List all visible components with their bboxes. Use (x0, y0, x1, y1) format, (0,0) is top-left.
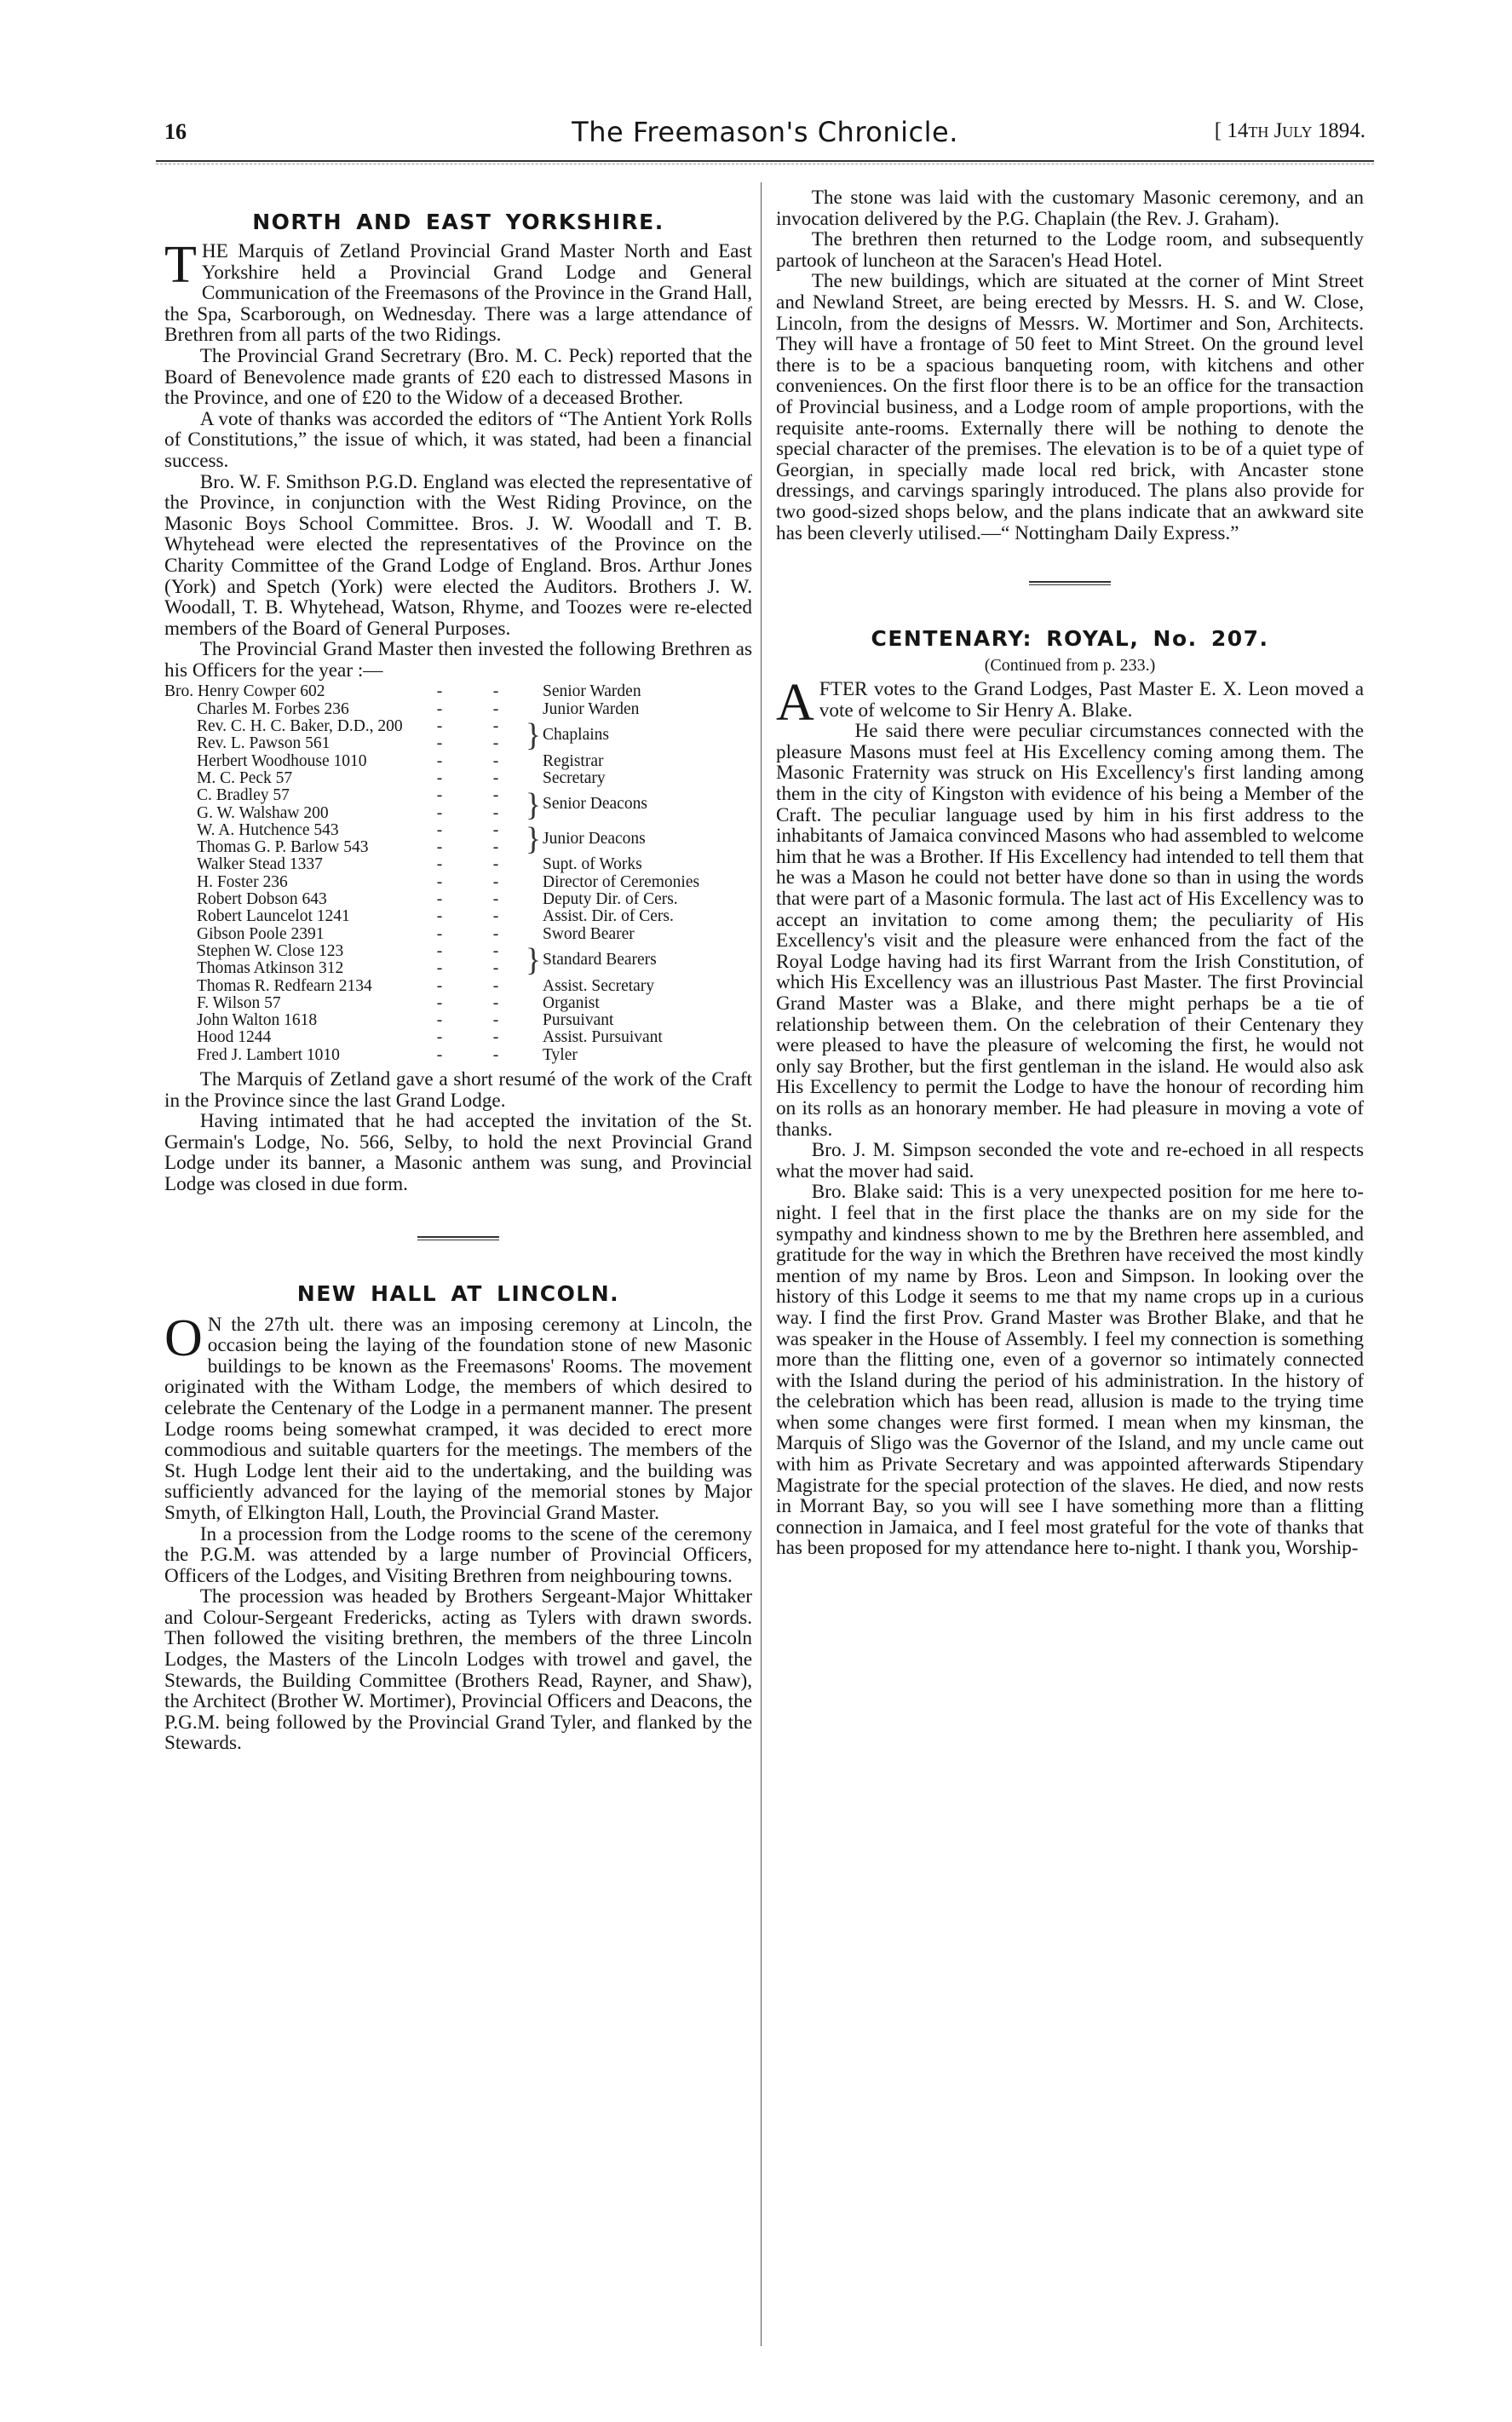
dropcap: O (164, 1309, 203, 1367)
officer-row (164, 1012, 752, 1029)
article-title-new-hall-lincoln: NEW HALL AT LINCOLN. (296, 1280, 620, 1306)
officer-name: Robert Launcelot 1241 (197, 907, 350, 926)
article-paragraph: The Marquis of Zetland gave a short resumé of the work of the Craft in the Province since the last Grand Lodge. (164, 1068, 752, 1112)
officer-row (164, 701, 752, 718)
article-paragraph: Bro. J. M. Simpson seconded the vote and re-echoed in all respects what the mover had said. (776, 1139, 1364, 1182)
officer-role: Assist. Secretary (543, 976, 655, 995)
officer-role: Standard Bearers (543, 951, 657, 969)
officer-row (164, 1029, 752, 1046)
officer-role: Senior Warden (543, 682, 641, 701)
officer-row (164, 908, 752, 925)
leader-dots: - - (436, 976, 499, 995)
officer-name: H. Foster 236 (197, 872, 288, 891)
leader-dots: - - (436, 855, 499, 874)
article-title-north-east-yorkshire: NORTH AND EAST YORKSHIRE. (252, 210, 664, 234)
spacer (524, 891, 543, 908)
leader-dots: - - (436, 682, 499, 701)
spacer (524, 978, 543, 995)
officer-role: Registrar (543, 751, 604, 770)
leader-dots: - - (436, 768, 499, 787)
officer-role: Assist. Dir. of Cers. (543, 907, 674, 926)
officer-row (164, 735, 524, 752)
officers-list (164, 683, 752, 1064)
article-paragraph: Having intimated that he had accepted the invitation of the St. Germain's Lodge, No. 566, Selby, to hold the next Provincial Grand Lodge under its banner, a Masonic anthem was sung, and Provincial Lodge was closed in due form. (164, 1110, 752, 1195)
officer-role: Junior Warden (543, 699, 640, 718)
officer-row (164, 822, 524, 839)
officer-role: Chaplains (543, 726, 609, 745)
officer-group-junior-deacons (164, 822, 752, 857)
officer-row (164, 995, 752, 1012)
leader-dots: - - (436, 1028, 499, 1047)
article-paragraph (164, 1309, 752, 1524)
officer-role: Assist. Pursuivant (543, 1028, 663, 1047)
page-header (164, 116, 1365, 158)
article-paragraph: The Provincial Grand Secretrary (Bro. M. C. Peck) reported that the Board of Benevolence made grants of £20 each to distressed Masons in the Province, and one of £20 to the Widow of a deceased Brother. (164, 344, 752, 410)
leader-dots: - - (436, 699, 499, 718)
spacer (524, 1047, 543, 1064)
dropcap: T (164, 236, 197, 294)
officer-row (164, 960, 524, 977)
officer-role: Pursuivant (543, 1011, 614, 1030)
officer-group-senior-deacons (164, 787, 752, 822)
brace-icon: } (525, 821, 542, 858)
article-paragraph: The brethren then returned to the Lodge room, and subsequently partook of luncheon at the Saracen's Head Hotel. (776, 228, 1364, 272)
spacer (524, 856, 543, 873)
leader-dots: - - (436, 838, 499, 857)
officer-role: Tyler (543, 1045, 578, 1064)
brace-icon: } (525, 786, 542, 823)
spacer (524, 1029, 543, 1046)
officer-role: Senior Deacons (543, 795, 647, 814)
leader-dots: - - (436, 941, 499, 960)
article-paragraph (164, 236, 752, 347)
spacer (524, 1012, 543, 1029)
officer-name: John Walton 1618 (197, 1011, 318, 1030)
leader-dots: - - (436, 993, 499, 1012)
officer-name: F. Wilson 57 (197, 993, 281, 1012)
spacer (524, 926, 543, 943)
date-year: 1894. (1317, 119, 1365, 142)
spacer (524, 908, 543, 925)
column-divider (761, 182, 762, 2346)
officer-name: Robert Dobson 643 (197, 890, 327, 909)
leader-dots: - - (436, 890, 499, 909)
leader-dots: - - (436, 924, 499, 943)
spacer (524, 874, 543, 891)
leader-dots: - - (436, 751, 499, 770)
article-paragraph: He said there were peculiar circumstances connected with the pleasure Masons must feel at His Excellency coming among them. The Masonic Fraternity was struck on His Excellency's first landing among them in the city of Kingston with evidence of his being a Member of the Craft. The peculiar language used by him in his first address to the inhabitants of Jamaica convinced Masons who had assembled to welcome him that he was a Brother. If His Excellency had intended to tell them that he was a Mason he could not better have done so than in using the words that were part of a Masonic formula. The last act of His Excellency was to accept an invitation to come among them; the peculiarity of His Excellency's visit and the pleasure were enhanced from the fact of the Royal Lodge having had its first Warrant from the Irish Constitution, of which His Excellency was an illustrious Past Master. The first Provincial Grand Master was a Blake, and there might perhaps be a tie of relationship between them. On the celebration of their Centenary they were pleased to have the pleasure of welcoming the first, he would not only say Brother, but the first gentleman in the island. He would also ask His Excellency to permit the Lodge to have the honour of recording him on its rolls as an honorary member. He had pleasure in moving a vote of thanks. (776, 720, 1364, 1141)
officer-name: Walker Stead 1337 (197, 855, 323, 874)
paragraph-text: N the 27th ult. there was an imposing ceremony at Lincoln, the occasion being the laying of the foundation stone of new Masonic buildings to be known as the Freemasons' Rooms. The movement originated with the Witham Lodge, the members of which desired to celebrate the Centenary of the Lodge in a permanent manner. The present Lodge rooms being somewhat cramped, it was decided to erect more commodious and suitable quarters for the meetings. The members of the St. Hugh Lodge lent their aid to the undertaking, and the building was sufficiently advanced for the laying of the memorial stones by Major Smyth, of Elkington Hall, Louth, the Provincial Grand Master. (164, 1313, 752, 1524)
officer-name: G. W. Walshaw 200 (197, 803, 329, 822)
brace-icon: } (525, 717, 542, 754)
leader-dots: - - (436, 959, 499, 978)
article-paragraph: A vote of thanks was accorded the editors of “The Antient York Rolls of Constitutions,” the issue of which, it was stated, had been a financial success. (164, 407, 752, 472)
article-paragraph: In a procession from the Lodge rooms to the scene of the ceremony the P.G.M. was attended by a large number of Provincial Officers, Officers of the Lodges, and Visiting Brethren from neighbouring towns. (164, 1522, 752, 1587)
spacer (524, 753, 543, 770)
spacer (524, 770, 543, 787)
spacer (524, 995, 543, 1012)
officer-name: Rev. C. H. C. Baker, D.D., 200 (197, 717, 403, 736)
article-paragraph (776, 674, 1364, 733)
officer-role: Sword Bearer (543, 924, 635, 943)
officer-name: C. Bradley 57 (197, 786, 290, 805)
leader-dots: - - (436, 820, 499, 839)
paragraph-text: HE Marquis of Zetland Provincial Grand Master North and East Yorkshire held a Provincial Grand Lodge and General Communication of the Freemasons of the Province in the Grand Hall, the Spa, Scarborough, on Wednesday. There was a large attendance of Brethren from all parts of the two Ridings. (164, 240, 752, 347)
leader-dots: - - (436, 872, 499, 891)
header-rule (156, 160, 1374, 164)
spacer (524, 683, 543, 700)
officer-role: Supt. of Works (543, 855, 642, 874)
leader-dots: - - (436, 1045, 499, 1064)
officer-name: M. C. Peck 57 (197, 768, 293, 787)
officer-name: Herbert Woodhouse 1010 (197, 751, 367, 770)
brace-icon: } (525, 942, 542, 979)
paragraph-text: FTER votes to the Grand Lodges, Past Master E. X. Leon moved a vote of welcome to Sir Henry A. Blake. (819, 678, 1364, 722)
officer-row (164, 839, 524, 856)
officer-row (164, 926, 752, 943)
date-bracket: [ (1214, 119, 1222, 142)
officer-row (164, 753, 752, 770)
article-paragraph: The new buildings, which are situated at the corner of Mint Street and Newland Street, are being erected by Messrs. H. S. and W. Close, Lincoln, from the designs of Messrs. W. Mortimer and Son, Architects. They will have a frontage of 50 feet to Mint Street. On the ground level there is to be a spacious banqueting room, with kitchens and other conveniences. On the first floor there is to be an office for the transaction of Provincial business, and a Lodge room of ample proportions, with the requisite ante-rooms. Externally there will be nothing to denote the special character of the premises. The elevation is to be of a quiet type of Georgian, in specially made local red brick, with Ancaster stone dressings, and carvings sparingly introduced. The plans also provide for two good-sized shops below, and the plans indicate that an awkward site has been cleverly utilised.—“ Nottingham Daily Express.” (776, 270, 1364, 544)
article-paragraph: The procession was headed by Brothers Sergeant-Major Whittaker and Colour-Sergeant Fredericks, acting as Tylers with drawn swords. Then followed the visiting brethren, the members of the three Lincoln Lodges, the Masters of the Lincoln Lodges with trowel and gavel, the Stewards, the Building Committee (Brothers Read, Rayner, and Shaw), the Architect (Brother W. Mortimer), Provincial Officers and Deacons, the P.G.M. being followed by the Provincial Grand Tyler, and flanked by the Stewards. (164, 1585, 752, 1755)
dropcap: A (776, 674, 814, 733)
officer-row (164, 805, 524, 822)
officer-name: Rev. L. Pawson 561 (197, 734, 331, 753)
officer-role: Director of Ceremonies (543, 872, 700, 891)
officer-role: Organist (543, 993, 600, 1012)
officer-row (164, 1047, 752, 1064)
officer-name: Thomas Atkinson 312 (197, 959, 344, 978)
officer-name: Bro. Henry Cowper 602 (164, 682, 325, 701)
article-paragraph: The Provincial Grand Master then invested the following Brethren as his Officers for the year :— (164, 638, 752, 682)
officer-row (164, 856, 752, 873)
left-column (164, 187, 752, 1754)
article-paragraph: Bro. Blake said: This is a very unexpected position for me here to-night. I feel that in the first place the thanks are on my side for the sympathy and kindness shown to me by the Brethren here assembled, and gratitude for the way in which the Brethren have received the most kindly mention of my name by Bros. Leon and Simpson. In looking over the history of this Lodge it seems to me that my name crops up in a curious way. I find the first Prov. Grand Master was Brother Blake, and that he was speaker in the House of Assembly. I feel my connection is something more than the flitting one, even of a governor so intimately connected with the Island during the period of his administration. In the history of the celebration which has been read, allusion is made to the trying time when some changes were first formed. I mean when my kinsman, the Marquis of Sligo was the Governor of the Island, and my uncle came out with him as Private Secretary and was appointed afterwards Stipendary Magistrate for the special protection of the slaves. He died, and now rests in Morrant Bay, so you will see I have something more than a flitting connection in Jamaica, and I feel most grateful for the vote of thanks that has been proposed for my attendance here to-night. I thank you, Worship- (776, 1181, 1364, 1560)
right-column (776, 187, 1364, 1559)
officer-name: Thomas R. Redfearn 2134 (197, 976, 372, 995)
article-paragraph: The stone was laid with the customary Masonic ceremony, and an invocation delivered by the P.G. Chaplain (the Rev. J. Graham). (776, 187, 1364, 230)
officer-name: W. A. Hutchence 543 (197, 820, 339, 839)
officer-row (164, 770, 752, 787)
officer-row (164, 891, 752, 908)
spacer (524, 701, 543, 718)
leader-dots: - - (436, 803, 499, 822)
officer-role: Deputy Dir. of Cers. (543, 890, 678, 909)
leader-dots: - - (436, 734, 499, 753)
date-day: 14th July (1227, 119, 1313, 142)
article-paragraph: Bro. W. F. Smithson P.G.D. England was elected the representative of the Province, in conjunction with the West Riding Province, on the Masonic Boys School Committee. Bros. J. W. Woodall and T. B. Whytehead were elected the representatives of the Province on the Charity Committee of the Grand Lodge of England. Bros. Arthur Jones (York) and Spetch (York) were elected the Auditors. Brothers J. W. Woodall, T. B. Whytehead, Watson, Rhyme, and Toozes were re-elected members of the Board of General Purposes. (164, 470, 752, 640)
officer-row (164, 978, 752, 995)
officer-row (164, 874, 752, 891)
officer-row (164, 683, 752, 700)
issue-date (1215, 119, 1365, 143)
page-number: 16 (164, 119, 187, 144)
officer-group-chaplains (164, 718, 752, 753)
officer-name: Hood 1244 (197, 1028, 272, 1047)
officer-name: Fred J. Lambert 1010 (197, 1045, 340, 1064)
officer-group-standard-bearers (164, 943, 752, 978)
continued-note: (Continued from p. 233.) (984, 656, 1156, 676)
officer-name: Thomas G. P. Barlow 543 (197, 838, 369, 857)
publication-title: The Freemason's Chronicle. (572, 116, 958, 148)
newspaper-page (164, 116, 1365, 1755)
officer-role: Junior Deacons (543, 829, 646, 848)
officer-name: Charles M. Forbes 236 (197, 699, 349, 718)
officer-row (164, 943, 524, 960)
leader-dots: - - (436, 907, 499, 926)
leader-dots: - - (436, 717, 499, 736)
officer-row (164, 787, 524, 804)
officer-name: Stephen W. Close 123 (197, 941, 344, 960)
article-title-centenary-royal: CENTENARY: ROYAL, No. 207. (871, 626, 1269, 652)
officer-name: Gibson Poole 2391 (197, 924, 325, 943)
officer-row (164, 718, 524, 735)
leader-dots: - - (436, 786, 499, 805)
officer-role: Secretary (543, 768, 606, 787)
leader-dots: - - (436, 1011, 499, 1030)
